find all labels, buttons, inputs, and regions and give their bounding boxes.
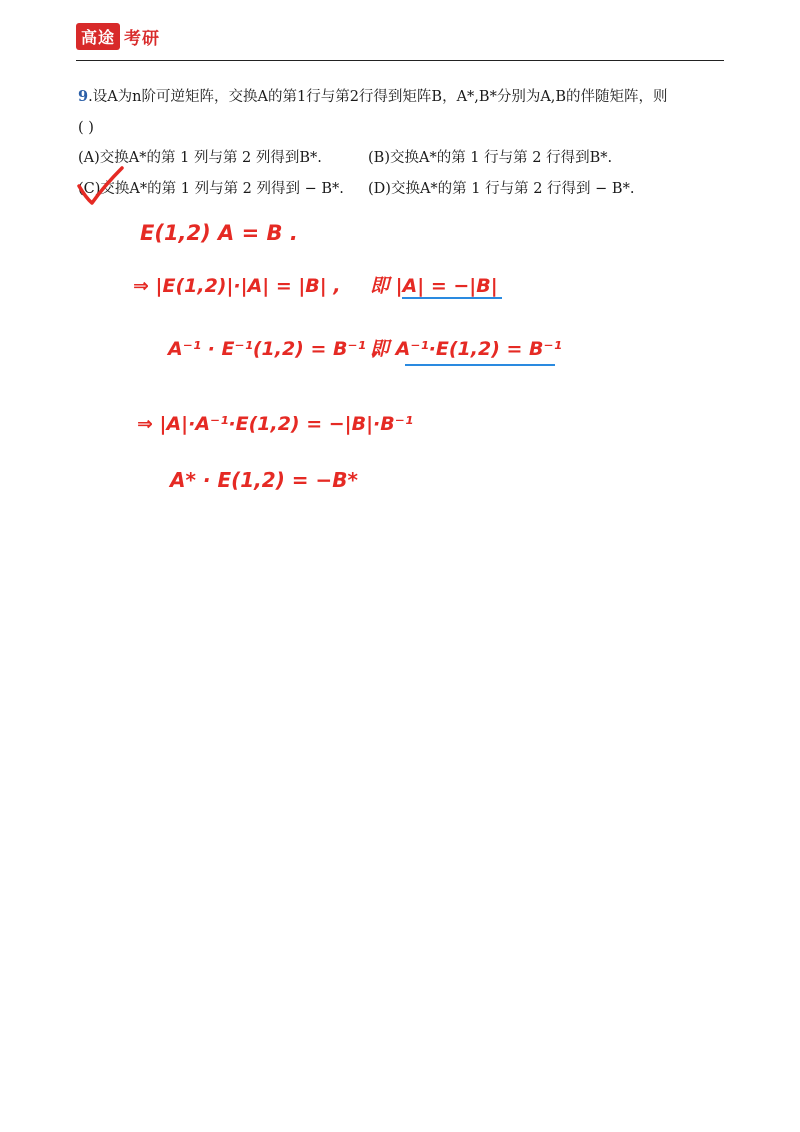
- checkmark-icon: [79, 168, 122, 203]
- option-b: (B)交换A*的第 1 行与第 2 行得到B*.: [368, 150, 613, 166]
- hw-line-2a: ⇒ |E(1,2)|·|A| = |B| ,: [133, 275, 341, 297]
- hw-line-3a: A⁻¹ · E⁻¹(1,2) = B⁻¹ ,: [168, 338, 380, 360]
- hw-line-2b: 即 |A| = −|B|: [370, 275, 498, 297]
- question-stem-text: .设A为n阶可逆矩阵，交换A的第1行与第2行得到矩阵B，A*,B*分别为A,B的伴随矩阵，则: [88, 89, 668, 105]
- hw-line-4: ⇒ |A|·A⁻¹·E(1,2) = −|B|·B⁻¹: [137, 413, 414, 435]
- hw-line-5: A* · E(1,2) = −B*: [170, 468, 358, 492]
- question-number: 9: [78, 88, 89, 105]
- option-a: (A)交换A*的第 1 列与第 2 列得到B*.: [78, 150, 322, 166]
- option-c: (C)交换A*的第 1 列与第 2 列得到 − B*.: [78, 181, 344, 197]
- hw-line-1: E(1,2) A = B .: [140, 221, 298, 245]
- hw-line-3b: 即 A⁻¹·E(1,2) = B⁻¹: [370, 338, 562, 360]
- logo-box: 高途: [76, 23, 120, 50]
- option-d: (D)交换A*的第 1 行与第 2 行得到 − B*.: [368, 181, 635, 197]
- logo-text: 考研: [124, 28, 161, 49]
- answer-blank: ( ): [78, 120, 94, 136]
